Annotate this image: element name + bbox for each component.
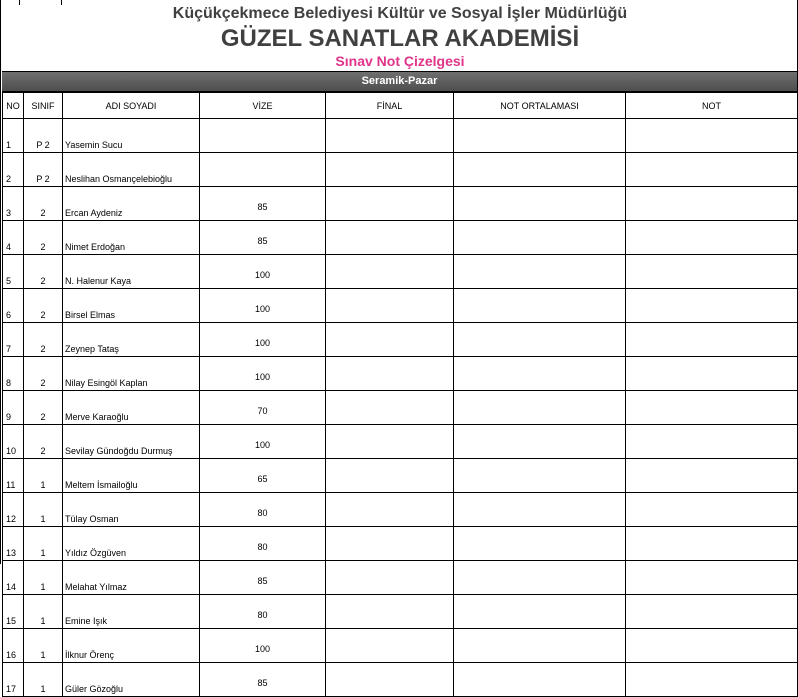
- row-name-cell[interactable]: Birsel Elmas: [63, 289, 200, 323]
- row-vize-cell[interactable]: 85: [200, 663, 326, 697]
- row-vize-cell[interactable]: 65: [200, 459, 326, 493]
- row-no-cell[interactable]: 12: [3, 493, 24, 527]
- column-header-not[interactable]: NOT: [626, 93, 798, 119]
- row-final-cell[interactable]: [326, 289, 454, 323]
- row-grade-cell[interactable]: [626, 153, 798, 187]
- row-average-cell[interactable]: [454, 289, 626, 323]
- row-grade-cell[interactable]: [626, 187, 798, 221]
- row-average-cell[interactable]: [454, 663, 626, 697]
- row-grade-cell[interactable]: [626, 663, 798, 697]
- row-vize-cell[interactable]: 100: [200, 289, 326, 323]
- row-name-cell[interactable]: Ercan Aydeniz: [63, 187, 200, 221]
- row-name-cell[interactable]: Sevilay Gündoğdu Durmuş: [63, 425, 200, 459]
- row-average-cell[interactable]: [454, 221, 626, 255]
- row-name-cell[interactable]: Merve Karaoğlu: [63, 391, 200, 425]
- row-final-cell[interactable]: [326, 629, 454, 663]
- row-grade-cell[interactable]: [626, 493, 798, 527]
- row-final-cell[interactable]: [326, 595, 454, 629]
- row-average-cell[interactable]: [454, 459, 626, 493]
- row-grade-cell[interactable]: [626, 357, 798, 391]
- organization-title: Küçükçekmece Belediyesi Kültür ve Sosyal İşler Müdürlüğü: [172, 5, 628, 22]
- row-grade-cell[interactable]: [626, 629, 798, 663]
- row-no-cell[interactable]: 1: [3, 119, 24, 153]
- table-row: [3, 323, 798, 357]
- row-final-cell[interactable]: [326, 119, 454, 153]
- row-grade-cell[interactable]: [626, 595, 798, 629]
- row-final-cell[interactable]: [326, 493, 454, 527]
- table-row: [3, 629, 798, 663]
- row-name-cell[interactable]: Neslihan Osmançelebioğlu: [63, 153, 200, 187]
- section-band: Seramik-Pazar: [2, 71, 797, 92]
- row-no-cell[interactable]: 7: [3, 323, 24, 357]
- column-header-vize[interactable]: VİZE: [200, 93, 326, 119]
- column-header-no[interactable]: NO: [3, 93, 24, 119]
- row-vize-cell[interactable]: 100: [200, 629, 326, 663]
- row-vize-cell[interactable]: [200, 119, 326, 153]
- row-sinif-cell[interactable]: 1: [24, 595, 63, 629]
- row-name-cell[interactable]: Yasemin Sucu: [63, 119, 200, 153]
- table-row: [3, 595, 798, 629]
- row-final-cell[interactable]: [326, 459, 454, 493]
- row-vize-cell[interactable]: [200, 153, 326, 187]
- row-no-cell[interactable]: 6: [3, 289, 24, 323]
- row-name-cell[interactable]: Nimet Erdoğan: [63, 221, 200, 255]
- row-average-cell[interactable]: [454, 255, 626, 289]
- row-sinif-cell[interactable]: 2: [24, 255, 63, 289]
- column-header-final[interactable]: FİNAL: [326, 93, 454, 119]
- column-header-sinif[interactable]: SINIF: [24, 93, 63, 119]
- table-row: [3, 561, 798, 595]
- row-vize-cell[interactable]: 70: [200, 391, 326, 425]
- row-average-cell[interactable]: [454, 357, 626, 391]
- row-sinif-cell[interactable]: 1: [24, 629, 63, 663]
- row-no-cell[interactable]: 10: [3, 425, 24, 459]
- row-sinif-cell[interactable]: 2: [24, 323, 63, 357]
- row-name-cell[interactable]: İlknur Örenç: [63, 629, 200, 663]
- row-no-cell[interactable]: 14: [3, 561, 24, 595]
- row-average-cell[interactable]: [454, 629, 626, 663]
- row-vize-cell[interactable]: 85: [200, 221, 326, 255]
- table-row: [3, 391, 798, 425]
- row-sinif-cell[interactable]: 1: [24, 493, 63, 527]
- table-row: [3, 221, 798, 255]
- row-sinif-cell[interactable]: 2: [24, 391, 63, 425]
- table-row: [3, 527, 798, 561]
- row-sinif-cell[interactable]: 1: [24, 663, 63, 697]
- row-name-cell[interactable]: Meltem İsmailoğlu: [63, 459, 200, 493]
- row-sinif-cell[interactable]: 1: [24, 561, 63, 595]
- row-name-cell[interactable]: Güler Gözoğlu: [63, 663, 200, 697]
- row-average-cell[interactable]: [454, 527, 626, 561]
- row-no-cell[interactable]: 8: [3, 357, 24, 391]
- row-no-cell[interactable]: 16: [3, 629, 24, 663]
- row-sinif-cell[interactable]: 2: [24, 425, 63, 459]
- row-average-cell[interactable]: [454, 561, 626, 595]
- row-name-cell[interactable]: Tülay Osman: [63, 493, 200, 527]
- grades-table: [2, 92, 798, 697]
- row-no-cell[interactable]: 13: [3, 527, 24, 561]
- row-average-cell[interactable]: [454, 595, 626, 629]
- table-row: [3, 289, 798, 323]
- row-final-cell[interactable]: [326, 221, 454, 255]
- row-name-cell[interactable]: Melahat Yılmaz: [63, 561, 200, 595]
- row-no-cell[interactable]: 15: [3, 595, 24, 629]
- table-row: [3, 153, 798, 187]
- row-no-cell[interactable]: 5: [3, 255, 24, 289]
- row-name-cell[interactable]: Zeynep Tataş: [63, 323, 200, 357]
- row-average-cell[interactable]: [454, 119, 626, 153]
- column-header-adi-soyadi[interactable]: ADI SOYADI: [63, 93, 200, 119]
- row-no-cell[interactable]: 3: [3, 187, 24, 221]
- row-vize-cell[interactable]: 80: [200, 595, 326, 629]
- row-vize-cell[interactable]: 100: [200, 323, 326, 357]
- table-row: [3, 493, 798, 527]
- row-grade-cell[interactable]: [626, 391, 798, 425]
- row-no-cell[interactable]: 17: [3, 663, 24, 697]
- row-final-cell[interactable]: [326, 255, 454, 289]
- row-no-cell[interactable]: 2: [3, 153, 24, 187]
- row-grade-cell[interactable]: [626, 459, 798, 493]
- table-row: [3, 357, 798, 391]
- row-final-cell[interactable]: [326, 561, 454, 595]
- row-average-cell[interactable]: [454, 493, 626, 527]
- row-sinif-cell[interactable]: 2: [24, 289, 63, 323]
- row-name-cell[interactable]: N. Halenur Kaya: [63, 255, 200, 289]
- table-row: [3, 663, 798, 697]
- row-grade-cell[interactable]: [626, 221, 798, 255]
- row-vize-cell[interactable]: 80: [200, 493, 326, 527]
- row-no-cell[interactable]: 11: [3, 459, 24, 493]
- row-sinif-cell[interactable]: P 2: [24, 119, 63, 153]
- row-average-cell[interactable]: [454, 391, 626, 425]
- row-grade-cell[interactable]: [626, 255, 798, 289]
- row-grade-cell[interactable]: [626, 119, 798, 153]
- row-grade-cell[interactable]: [626, 561, 798, 595]
- row-final-cell[interactable]: [326, 323, 454, 357]
- row-final-cell[interactable]: [326, 527, 454, 561]
- row-final-cell[interactable]: [326, 187, 454, 221]
- table-row: [3, 459, 798, 493]
- row-sinif-cell[interactable]: P 2: [24, 153, 63, 187]
- row-vize-cell[interactable]: 80: [200, 527, 326, 561]
- column-header-not-ortalamasi[interactable]: NOT ORTALAMASI: [454, 93, 626, 119]
- row-sinif-cell[interactable]: 1: [24, 459, 63, 493]
- row-sinif-cell[interactable]: 2: [24, 221, 63, 255]
- table-header-row: [3, 93, 798, 119]
- row-no-cell[interactable]: 4: [3, 221, 24, 255]
- row-vize-cell[interactable]: 100: [200, 255, 326, 289]
- row-vize-cell[interactable]: 85: [200, 561, 326, 595]
- row-vize-cell[interactable]: 100: [200, 425, 326, 459]
- row-sinif-cell[interactable]: 1: [24, 527, 63, 561]
- row-sinif-cell[interactable]: 2: [24, 357, 63, 391]
- row-grade-cell[interactable]: [626, 425, 798, 459]
- row-sinif-cell[interactable]: 2: [24, 187, 63, 221]
- row-name-cell[interactable]: Nilay Esingöl Kaplan: [63, 357, 200, 391]
- row-average-cell[interactable]: [454, 323, 626, 357]
- row-grade-cell[interactable]: [626, 289, 798, 323]
- row-vize-cell[interactable]: 85: [200, 187, 326, 221]
- row-grade-cell[interactable]: [626, 527, 798, 561]
- sheet-subtitle: Sınav Not Çizelgesi: [335, 53, 465, 69]
- row-name-cell[interactable]: Emine Işık: [63, 595, 200, 629]
- row-final-cell[interactable]: [326, 391, 454, 425]
- row-name-cell[interactable]: Yıldız Özgüven: [63, 527, 200, 561]
- row-average-cell[interactable]: [454, 187, 626, 221]
- row-final-cell[interactable]: [326, 663, 454, 697]
- academy-title: GÜZEL SANATLAR AKADEMİSİ: [220, 25, 580, 52]
- row-final-cell[interactable]: [326, 153, 454, 187]
- row-vize-cell[interactable]: 100: [200, 357, 326, 391]
- row-no-cell[interactable]: 9: [3, 391, 24, 425]
- table-row: [3, 119, 798, 153]
- row-final-cell[interactable]: [326, 425, 454, 459]
- row-average-cell[interactable]: [454, 425, 626, 459]
- row-final-cell[interactable]: [326, 357, 454, 391]
- row-grade-cell[interactable]: [626, 323, 798, 357]
- table-row: [3, 255, 798, 289]
- table-row: [3, 187, 798, 221]
- table-row: [3, 425, 798, 459]
- row-average-cell[interactable]: [454, 153, 626, 187]
